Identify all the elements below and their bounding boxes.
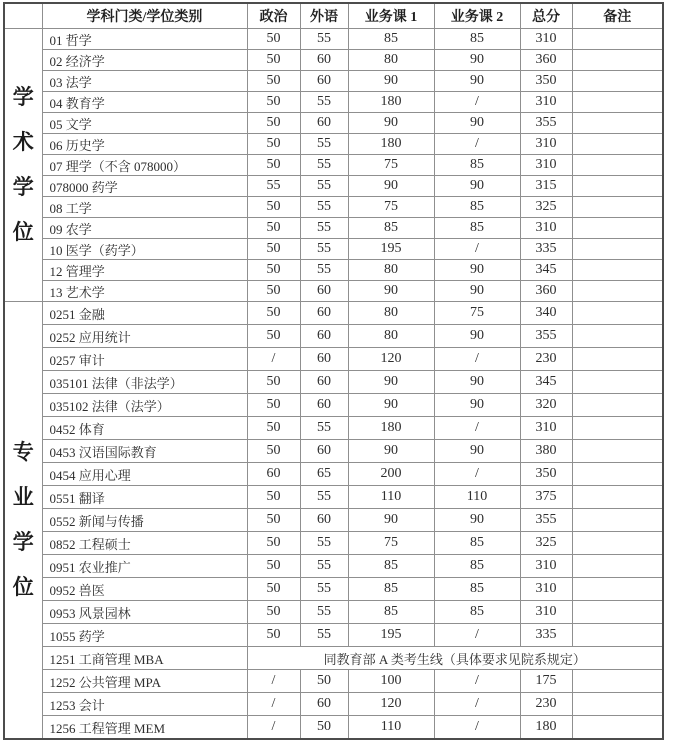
table-row bbox=[4, 50, 663, 71]
score-table bbox=[3, 2, 664, 740]
course1-cell: 75 bbox=[348, 197, 434, 218]
course1-cell: 90 bbox=[348, 394, 434, 417]
course1-cell: 85 bbox=[348, 555, 434, 578]
course2-cell: / bbox=[434, 134, 520, 155]
foreign-cell: 55 bbox=[300, 197, 348, 218]
foreign-cell: 55 bbox=[300, 417, 348, 440]
course1-cell: 85 bbox=[348, 218, 434, 239]
remark-cell bbox=[572, 417, 663, 440]
table-row bbox=[4, 155, 663, 176]
politics-cell: / bbox=[247, 716, 300, 740]
section-label-text: 学 术 学 位 bbox=[12, 85, 34, 244]
course1-cell: 100 bbox=[348, 670, 434, 693]
course1-cell: 85 bbox=[348, 578, 434, 601]
remark-cell bbox=[572, 218, 663, 239]
subject-cell: 01 哲学 bbox=[42, 29, 247, 50]
section-label-academic bbox=[4, 29, 42, 302]
remark-cell bbox=[572, 197, 663, 218]
course1-cell: 195 bbox=[348, 624, 434, 647]
foreign-cell: 50 bbox=[300, 716, 348, 740]
col-header-course2: 业务课 2 bbox=[434, 3, 520, 29]
remark-cell bbox=[572, 578, 663, 601]
total-cell: 310 bbox=[520, 29, 572, 50]
foreign-cell: 60 bbox=[300, 440, 348, 463]
politics-cell: 50 bbox=[247, 601, 300, 624]
remark-cell bbox=[572, 624, 663, 647]
course1-cell: 180 bbox=[348, 417, 434, 440]
course2-cell: 90 bbox=[434, 440, 520, 463]
col-header-subject: 学科门类/学位类别 bbox=[42, 3, 247, 29]
table-row bbox=[4, 218, 663, 239]
course2-cell: 90 bbox=[434, 394, 520, 417]
politics-cell: 50 bbox=[247, 624, 300, 647]
course1-cell: 90 bbox=[348, 71, 434, 92]
remark-cell bbox=[572, 50, 663, 71]
course1-cell: 90 bbox=[348, 113, 434, 134]
course1-cell: 120 bbox=[348, 348, 434, 371]
foreign-cell: 60 bbox=[300, 693, 348, 716]
subject-cell: 035102 法律（法学） bbox=[42, 394, 247, 417]
course2-cell: / bbox=[434, 693, 520, 716]
total-cell: 360 bbox=[520, 50, 572, 71]
subject-cell: 08 工学 bbox=[42, 197, 247, 218]
remark-cell bbox=[572, 260, 663, 281]
course2-cell: 90 bbox=[434, 50, 520, 71]
politics-cell: 50 bbox=[247, 509, 300, 532]
table-row bbox=[4, 281, 663, 302]
table-row bbox=[4, 693, 663, 716]
remark-cell bbox=[572, 155, 663, 176]
subject-cell: 02 经济学 bbox=[42, 50, 247, 71]
total-cell: 315 bbox=[520, 176, 572, 197]
subject-cell: 03 法学 bbox=[42, 71, 247, 92]
foreign-cell: 55 bbox=[300, 624, 348, 647]
politics-cell: 50 bbox=[247, 71, 300, 92]
remark-cell bbox=[572, 555, 663, 578]
politics-cell: 55 bbox=[247, 176, 300, 197]
col-header-total: 总分 bbox=[520, 3, 572, 29]
table-row bbox=[4, 624, 663, 647]
politics-cell: 50 bbox=[247, 29, 300, 50]
politics-cell: 60 bbox=[247, 463, 300, 486]
course2-cell: / bbox=[434, 348, 520, 371]
course2-cell: 85 bbox=[434, 532, 520, 555]
course2-cell: 85 bbox=[434, 601, 520, 624]
remark-cell bbox=[572, 239, 663, 260]
course2-cell: 85 bbox=[434, 578, 520, 601]
subject-cell: 1256 工程管理 MEM bbox=[42, 716, 247, 740]
table-row bbox=[4, 71, 663, 92]
table-row bbox=[4, 509, 663, 532]
subject-cell: 1055 药学 bbox=[42, 624, 247, 647]
course1-cell: 90 bbox=[348, 371, 434, 394]
course1-cell: 180 bbox=[348, 134, 434, 155]
remark-cell bbox=[572, 670, 663, 693]
politics-cell: 50 bbox=[247, 394, 300, 417]
course2-cell: / bbox=[434, 239, 520, 260]
remark-cell bbox=[572, 509, 663, 532]
subject-cell: 078000 药学 bbox=[42, 176, 247, 197]
politics-cell: 50 bbox=[247, 325, 300, 348]
total-cell: 325 bbox=[520, 197, 572, 218]
corner-cell bbox=[4, 3, 42, 29]
subject-cell: 0452 体育 bbox=[42, 417, 247, 440]
remark-cell bbox=[572, 716, 663, 740]
subject-cell: 09 农学 bbox=[42, 218, 247, 239]
remark-cell bbox=[572, 348, 663, 371]
course1-cell: 90 bbox=[348, 440, 434, 463]
total-cell: 310 bbox=[520, 578, 572, 601]
politics-cell: 50 bbox=[247, 486, 300, 509]
total-cell: 340 bbox=[520, 302, 572, 325]
foreign-cell: 60 bbox=[300, 302, 348, 325]
course2-cell: 90 bbox=[434, 113, 520, 134]
table-row bbox=[4, 647, 663, 670]
remark-cell bbox=[572, 281, 663, 302]
total-cell: 355 bbox=[520, 509, 572, 532]
course1-cell: 200 bbox=[348, 463, 434, 486]
subject-cell: 0953 风景园林 bbox=[42, 601, 247, 624]
remark-cell bbox=[572, 440, 663, 463]
course1-cell: 180 bbox=[348, 92, 434, 113]
politics-cell: 50 bbox=[247, 134, 300, 155]
table-row bbox=[4, 463, 663, 486]
table-row bbox=[4, 555, 663, 578]
total-cell: 230 bbox=[520, 693, 572, 716]
subject-cell: 05 文学 bbox=[42, 113, 247, 134]
politics-cell: 50 bbox=[247, 417, 300, 440]
subject-cell: 0453 汉语国际教育 bbox=[42, 440, 247, 463]
total-cell: 310 bbox=[520, 601, 572, 624]
remark-cell bbox=[572, 532, 663, 555]
course2-cell: 90 bbox=[434, 71, 520, 92]
section-label-text: 专 业 学 位 bbox=[12, 440, 34, 599]
politics-cell: 50 bbox=[247, 239, 300, 260]
course1-cell: 80 bbox=[348, 302, 434, 325]
course2-cell: / bbox=[434, 417, 520, 440]
subject-cell: 12 管理学 bbox=[42, 260, 247, 281]
table-row bbox=[4, 113, 663, 134]
remark-cell bbox=[572, 92, 663, 113]
foreign-cell: 60 bbox=[300, 281, 348, 302]
foreign-cell: 55 bbox=[300, 555, 348, 578]
politics-cell: 50 bbox=[247, 218, 300, 239]
subject-cell: 1253 会计 bbox=[42, 693, 247, 716]
remark-cell bbox=[572, 601, 663, 624]
course1-cell: 90 bbox=[348, 509, 434, 532]
remark-cell bbox=[572, 71, 663, 92]
course2-cell: 85 bbox=[434, 197, 520, 218]
total-cell: 345 bbox=[520, 260, 572, 281]
remark-cell bbox=[572, 113, 663, 134]
course2-cell: 90 bbox=[434, 260, 520, 281]
subject-cell: 10 医学（药学） bbox=[42, 239, 247, 260]
subject-cell: 0551 翻译 bbox=[42, 486, 247, 509]
politics-cell: 50 bbox=[247, 281, 300, 302]
politics-cell: / bbox=[247, 693, 300, 716]
foreign-cell: 60 bbox=[300, 348, 348, 371]
course2-cell: 85 bbox=[434, 218, 520, 239]
table-row bbox=[4, 440, 663, 463]
politics-cell: 50 bbox=[247, 197, 300, 218]
course2-cell: 90 bbox=[434, 325, 520, 348]
table-row bbox=[4, 197, 663, 218]
total-cell: 345 bbox=[520, 371, 572, 394]
total-cell: 310 bbox=[520, 218, 572, 239]
table-body bbox=[4, 29, 663, 740]
subject-cell: 04 教育学 bbox=[42, 92, 247, 113]
remark-cell bbox=[572, 693, 663, 716]
politics-cell: 50 bbox=[247, 555, 300, 578]
course1-cell: 195 bbox=[348, 239, 434, 260]
politics-cell: 50 bbox=[247, 371, 300, 394]
course1-cell: 80 bbox=[348, 50, 434, 71]
total-cell: 310 bbox=[520, 92, 572, 113]
course2-cell: 85 bbox=[434, 29, 520, 50]
table-row bbox=[4, 578, 663, 601]
table-row bbox=[4, 371, 663, 394]
course1-cell: 90 bbox=[348, 176, 434, 197]
total-cell: 380 bbox=[520, 440, 572, 463]
politics-cell: 50 bbox=[247, 532, 300, 555]
foreign-cell: 55 bbox=[300, 176, 348, 197]
total-cell: 180 bbox=[520, 716, 572, 740]
foreign-cell: 60 bbox=[300, 71, 348, 92]
remark-cell bbox=[572, 371, 663, 394]
politics-cell: 50 bbox=[247, 260, 300, 281]
table-row bbox=[4, 29, 663, 50]
course2-cell: / bbox=[434, 463, 520, 486]
foreign-cell: 55 bbox=[300, 578, 348, 601]
foreign-cell: 55 bbox=[300, 486, 348, 509]
course2-cell: 110 bbox=[434, 486, 520, 509]
course1-cell: 75 bbox=[348, 532, 434, 555]
subject-cell: 0257 审计 bbox=[42, 348, 247, 371]
course1-cell: 120 bbox=[348, 693, 434, 716]
subject-cell: 0252 应用统计 bbox=[42, 325, 247, 348]
table-row bbox=[4, 601, 663, 624]
remark-cell bbox=[572, 29, 663, 50]
course2-cell: 90 bbox=[434, 176, 520, 197]
subject-cell: 06 历史学 bbox=[42, 134, 247, 155]
foreign-cell: 65 bbox=[300, 463, 348, 486]
course1-cell: 110 bbox=[348, 716, 434, 740]
remark-cell bbox=[572, 134, 663, 155]
subject-cell: 07 理学（不含 078000） bbox=[42, 155, 247, 176]
course1-cell: 85 bbox=[348, 29, 434, 50]
total-cell: 310 bbox=[520, 155, 572, 176]
foreign-cell: 60 bbox=[300, 394, 348, 417]
remark-cell bbox=[572, 463, 663, 486]
total-cell: 175 bbox=[520, 670, 572, 693]
total-cell: 325 bbox=[520, 532, 572, 555]
col-header-politics: 政治 bbox=[247, 3, 300, 29]
course2-cell: 90 bbox=[434, 509, 520, 532]
subject-cell: 1252 公共管理 MPA bbox=[42, 670, 247, 693]
total-cell: 335 bbox=[520, 239, 572, 260]
course2-cell: / bbox=[434, 624, 520, 647]
politics-cell: 50 bbox=[247, 92, 300, 113]
course2-cell: / bbox=[434, 716, 520, 740]
total-cell: 350 bbox=[520, 463, 572, 486]
header-row bbox=[4, 3, 663, 29]
table-row bbox=[4, 92, 663, 113]
col-header-foreign: 外语 bbox=[300, 3, 348, 29]
col-header-course1: 业务课 1 bbox=[348, 3, 434, 29]
foreign-cell: 55 bbox=[300, 260, 348, 281]
total-cell: 375 bbox=[520, 486, 572, 509]
table-row bbox=[4, 176, 663, 197]
politics-cell: / bbox=[247, 348, 300, 371]
politics-cell: / bbox=[247, 670, 300, 693]
politics-cell: 50 bbox=[247, 440, 300, 463]
course2-cell: 85 bbox=[434, 555, 520, 578]
total-cell: 355 bbox=[520, 325, 572, 348]
table-row bbox=[4, 532, 663, 555]
subject-cell: 0951 农业推广 bbox=[42, 555, 247, 578]
total-cell: 355 bbox=[520, 113, 572, 134]
foreign-cell: 60 bbox=[300, 509, 348, 532]
foreign-cell: 55 bbox=[300, 134, 348, 155]
politics-cell: 50 bbox=[247, 578, 300, 601]
table-row bbox=[4, 417, 663, 440]
total-cell: 230 bbox=[520, 348, 572, 371]
subject-cell: 1251 工商管理 MBA bbox=[42, 647, 247, 670]
table-row bbox=[4, 348, 663, 371]
subject-cell: 0952 兽医 bbox=[42, 578, 247, 601]
course2-cell: / bbox=[434, 92, 520, 113]
subject-cell: 035101 法律（非法学） bbox=[42, 371, 247, 394]
foreign-cell: 55 bbox=[300, 239, 348, 260]
foreign-cell: 55 bbox=[300, 218, 348, 239]
politics-cell: 50 bbox=[247, 113, 300, 134]
politics-cell: 50 bbox=[247, 50, 300, 71]
table-row bbox=[4, 716, 663, 740]
subject-cell: 0552 新闻与传播 bbox=[42, 509, 247, 532]
table-row bbox=[4, 394, 663, 417]
course2-cell: / bbox=[434, 670, 520, 693]
foreign-cell: 60 bbox=[300, 50, 348, 71]
course1-cell: 110 bbox=[348, 486, 434, 509]
table-row bbox=[4, 486, 663, 509]
course1-cell: 80 bbox=[348, 260, 434, 281]
course2-cell: 90 bbox=[434, 281, 520, 302]
politics-cell: 50 bbox=[247, 155, 300, 176]
table-row bbox=[4, 260, 663, 281]
table-row bbox=[4, 325, 663, 348]
course2-cell: 75 bbox=[434, 302, 520, 325]
table-row bbox=[4, 670, 663, 693]
course1-cell: 85 bbox=[348, 601, 434, 624]
subject-cell: 0852 工程硕士 bbox=[42, 532, 247, 555]
course2-cell: 90 bbox=[434, 371, 520, 394]
subject-cell: 0251 金融 bbox=[42, 302, 247, 325]
course1-cell: 90 bbox=[348, 281, 434, 302]
table-row bbox=[4, 302, 663, 325]
foreign-cell: 55 bbox=[300, 155, 348, 176]
table-row bbox=[4, 239, 663, 260]
total-cell: 310 bbox=[520, 555, 572, 578]
course2-cell: 85 bbox=[434, 155, 520, 176]
merged-note-cell: 同教育部 A 类考生线（具体要求见院系规定） bbox=[247, 647, 663, 670]
remark-cell bbox=[572, 176, 663, 197]
subject-cell: 13 艺术学 bbox=[42, 281, 247, 302]
course1-cell: 80 bbox=[348, 325, 434, 348]
total-cell: 360 bbox=[520, 281, 572, 302]
remark-cell bbox=[572, 325, 663, 348]
col-header-remark: 备注 bbox=[572, 3, 663, 29]
foreign-cell: 55 bbox=[300, 29, 348, 50]
section-label-professional bbox=[4, 302, 42, 740]
table-row bbox=[4, 134, 663, 155]
remark-cell bbox=[572, 486, 663, 509]
foreign-cell: 50 bbox=[300, 670, 348, 693]
course1-cell: 75 bbox=[348, 155, 434, 176]
remark-cell bbox=[572, 394, 663, 417]
foreign-cell: 55 bbox=[300, 532, 348, 555]
total-cell: 350 bbox=[520, 71, 572, 92]
foreign-cell: 55 bbox=[300, 92, 348, 113]
total-cell: 335 bbox=[520, 624, 572, 647]
total-cell: 310 bbox=[520, 134, 572, 155]
subject-cell: 0454 应用心理 bbox=[42, 463, 247, 486]
foreign-cell: 55 bbox=[300, 601, 348, 624]
foreign-cell: 60 bbox=[300, 113, 348, 134]
remark-cell bbox=[572, 302, 663, 325]
politics-cell: 50 bbox=[247, 302, 300, 325]
total-cell: 320 bbox=[520, 394, 572, 417]
total-cell: 310 bbox=[520, 417, 572, 440]
foreign-cell: 60 bbox=[300, 371, 348, 394]
foreign-cell: 60 bbox=[300, 325, 348, 348]
